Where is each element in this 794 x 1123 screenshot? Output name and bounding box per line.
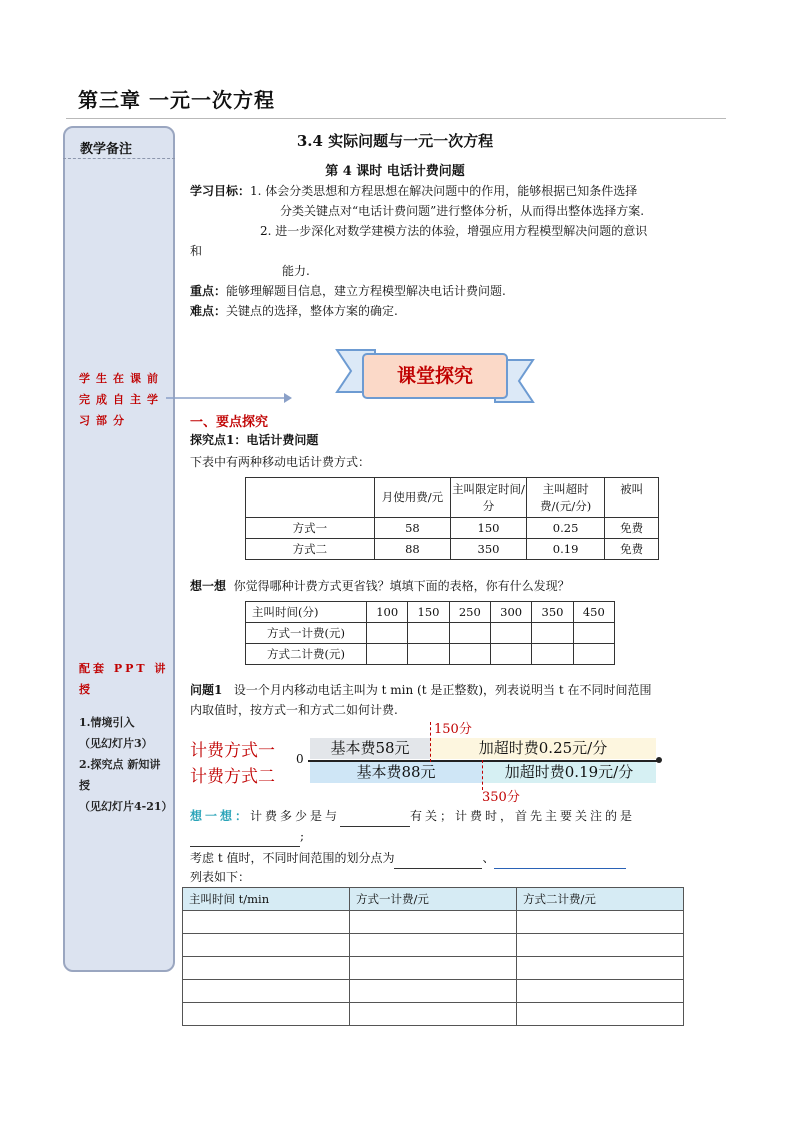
goal-1-line-2: 分类关键点对“电话计费问题”进行整体分析，从而得出整体选择方案. bbox=[280, 204, 645, 218]
problem-line-1: 设一个月内移动电话主叫为 t min (t 是正整数)，列表说明当 t 在不同时间范围 bbox=[233, 683, 652, 697]
segment-label: 基本费58元 bbox=[330, 739, 410, 757]
table-cell: 方式一计费(元) bbox=[246, 623, 367, 644]
table-row bbox=[183, 957, 684, 980]
sidebar-item: 2.探究点 新知讲授 bbox=[79, 758, 161, 792]
key-point-label: 重点： bbox=[190, 284, 227, 298]
problem-1 bbox=[190, 680, 730, 720]
part-1-heading: 一、要点探究 bbox=[190, 415, 269, 430]
blank-cell[interactable] bbox=[573, 644, 614, 665]
section-title: 3.4 实际问题与一元一次方程 bbox=[296, 132, 494, 150]
marker-label-150: 150分 bbox=[434, 722, 472, 737]
think-prompt-1 bbox=[190, 576, 570, 596]
table-row bbox=[246, 539, 659, 560]
blank-cell[interactable] bbox=[183, 1003, 350, 1026]
banner-text: 课堂探究 bbox=[396, 365, 473, 387]
think-text-b: 有关；计费时，首先主要关注的是 bbox=[410, 809, 636, 823]
think-prompt-2 bbox=[190, 806, 720, 827]
sidebar-item: （见幻灯片4-21） bbox=[79, 800, 173, 813]
table-row bbox=[183, 911, 684, 934]
goal-2-line-2: 和 bbox=[190, 244, 203, 258]
blank-cell[interactable] bbox=[517, 934, 684, 957]
blank-cell[interactable] bbox=[517, 1003, 684, 1026]
header-divider bbox=[66, 118, 726, 119]
table-cell: 350 bbox=[450, 539, 526, 560]
table-header-cell: 方式一计费/元 bbox=[350, 888, 517, 911]
goal-2-line-3: 能力. bbox=[282, 264, 310, 278]
blank-cell[interactable] bbox=[183, 980, 350, 1003]
lesson-title: 第 4 课时 电话计费问题 bbox=[325, 164, 465, 179]
result-table bbox=[182, 887, 684, 1026]
sidebar-item: 1.情境引入 bbox=[79, 716, 135, 729]
consider-sep: 、 bbox=[482, 851, 495, 865]
sidebar-ppt-label: 配套 PPT 讲授 bbox=[79, 662, 169, 696]
key-point-text: 能够理解题目信息，建立方程模型解决电话计费问题. bbox=[226, 284, 506, 298]
diagram-origin: 0 bbox=[296, 752, 304, 766]
table-header-cell: 被叫 bbox=[605, 478, 659, 518]
segment-label: 加超时费0.25元/分 bbox=[478, 739, 608, 757]
think-text: 你觉得哪种计费方式更省钱？填填下面的表格，你有什么发现？ bbox=[233, 579, 570, 593]
blank-answer-2[interactable] bbox=[190, 826, 300, 847]
blank-answer-4[interactable] bbox=[494, 848, 626, 869]
blank-answer-3[interactable] bbox=[394, 848, 482, 869]
explore-point-1: 探究点1：电话计费问题 bbox=[190, 433, 319, 447]
table-cell: 免费 bbox=[605, 539, 659, 560]
consider-text: 考虑 t 值时，不同时间范围的划分点为 bbox=[190, 851, 395, 865]
blank-cell[interactable] bbox=[350, 957, 517, 980]
table-cell: 150 bbox=[450, 518, 526, 539]
think-prompt-2-line-2 bbox=[190, 826, 304, 847]
table-cell: 88 bbox=[374, 539, 450, 560]
difficulty-label: 难点： bbox=[190, 304, 227, 318]
sidebar-item: （见幻灯片3） bbox=[79, 737, 153, 750]
table-cell: 0.25 bbox=[527, 518, 605, 539]
diagram-label-plan-2: 计费方式二 bbox=[190, 767, 275, 787]
table-cell: 方式一 bbox=[246, 518, 375, 539]
table-intro: 下表中有两种移动电话计费方式： bbox=[190, 455, 371, 469]
blank-cell[interactable] bbox=[350, 911, 517, 934]
blank-cell[interactable] bbox=[408, 644, 449, 665]
table-row bbox=[183, 980, 684, 1003]
goals-label: 学习目标： bbox=[190, 184, 251, 198]
table-cell: 免费 bbox=[605, 518, 659, 539]
learning-goals bbox=[190, 181, 730, 321]
table-row bbox=[183, 934, 684, 957]
chapter-title: 第三章 一元一次方程 bbox=[78, 88, 275, 112]
table-header-cell: 100 bbox=[367, 602, 408, 623]
list-intro: 列表如下： bbox=[190, 870, 251, 884]
segment-label: 加超时费0.19元/分 bbox=[504, 763, 634, 781]
sidebar-note-ppt bbox=[79, 658, 173, 817]
think-label: 想一想 bbox=[190, 579, 227, 593]
table-cell: 0.19 bbox=[527, 539, 605, 560]
blank-cell[interactable] bbox=[517, 957, 684, 980]
blank-cell[interactable] bbox=[532, 644, 573, 665]
blank-cell[interactable] bbox=[532, 623, 573, 644]
blank-cell[interactable] bbox=[367, 623, 408, 644]
blank-cell[interactable] bbox=[490, 623, 531, 644]
table-header-cell: 主叫时间(分) bbox=[246, 602, 367, 623]
problem-label: 问题1 bbox=[190, 683, 223, 697]
arrow-right-icon bbox=[166, 392, 292, 404]
marker-label-350: 350分 bbox=[482, 790, 520, 805]
blank-cell[interactable] bbox=[350, 980, 517, 1003]
blank-cell[interactable] bbox=[449, 644, 490, 665]
diagram-label-plan-1: 计费方式一 bbox=[190, 741, 275, 761]
calc-fill-table bbox=[245, 601, 615, 665]
table-header-cell: 主叫限定时间/分 bbox=[450, 478, 526, 518]
sidebar-divider bbox=[63, 158, 175, 159]
blank-cell[interactable] bbox=[517, 911, 684, 934]
blank-cell[interactable] bbox=[183, 911, 350, 934]
classroom-explore-banner bbox=[335, 344, 535, 412]
blank-cell[interactable] bbox=[517, 980, 684, 1003]
blank-cell[interactable] bbox=[449, 623, 490, 644]
blank-cell[interactable] bbox=[183, 957, 350, 980]
table-header-cell: 450 bbox=[573, 602, 614, 623]
think-text-a: 计费多少是与 bbox=[250, 809, 341, 823]
blank-cell[interactable] bbox=[350, 934, 517, 957]
blank-cell[interactable] bbox=[350, 1003, 517, 1026]
table-header-cell bbox=[246, 478, 375, 518]
table-row bbox=[246, 644, 615, 665]
problem-line-2: 内取值时，按方式一和方式二如何计费. bbox=[190, 703, 398, 717]
blank-cell[interactable] bbox=[573, 623, 614, 644]
billing-timeline-diagram bbox=[190, 718, 670, 806]
table-header-cell: 主叫时间 t/min bbox=[183, 888, 350, 911]
difficulty-text: 关键点的选择，整体方案的确定. bbox=[226, 304, 398, 318]
table-row bbox=[183, 1003, 684, 1026]
division-points-prompt bbox=[190, 848, 626, 869]
table-header-cell: 方式二计费/元 bbox=[517, 888, 684, 911]
table-header-cell: 月使用费/元 bbox=[374, 478, 450, 518]
teaching-notes-sidebar bbox=[63, 126, 175, 972]
sidebar-title: 教学备注 bbox=[80, 142, 133, 157]
table-cell: 58 bbox=[374, 518, 450, 539]
sidebar-note-self-study: 学生在课前完成自主学习部分 bbox=[79, 372, 164, 427]
table-header-cell: 主叫超时费/(元/分) bbox=[527, 478, 605, 518]
segment-label: 基本费88元 bbox=[356, 763, 436, 781]
think-end: ; bbox=[300, 829, 305, 843]
table-header-cell: 250 bbox=[449, 602, 490, 623]
table-row bbox=[246, 623, 615, 644]
goal-1-line-1: 1. 体会分类思想和方程思想在解决问题中的作用，能够根据已知条件选择 bbox=[250, 184, 638, 198]
table-row bbox=[246, 518, 659, 539]
blank-cell[interactable] bbox=[490, 644, 531, 665]
axis-end-dot bbox=[656, 757, 662, 763]
table-cell: 方式二计费(元) bbox=[246, 644, 367, 665]
table-cell: 方式二 bbox=[246, 539, 375, 560]
blank-cell[interactable] bbox=[183, 934, 350, 957]
blank-cell[interactable] bbox=[408, 623, 449, 644]
table-header-cell: 350 bbox=[532, 602, 573, 623]
table-header-cell: 300 bbox=[490, 602, 531, 623]
goal-2-line-1: 2. 进一步深化对数学建模方法的体验，增强应用方程模型解决问题的意识 bbox=[260, 224, 648, 238]
table-header-cell: 150 bbox=[408, 602, 449, 623]
blank-answer-1[interactable] bbox=[340, 806, 410, 827]
fee-plan-table bbox=[245, 477, 659, 560]
blank-cell[interactable] bbox=[367, 644, 408, 665]
think-label: 想一想： bbox=[190, 809, 251, 823]
